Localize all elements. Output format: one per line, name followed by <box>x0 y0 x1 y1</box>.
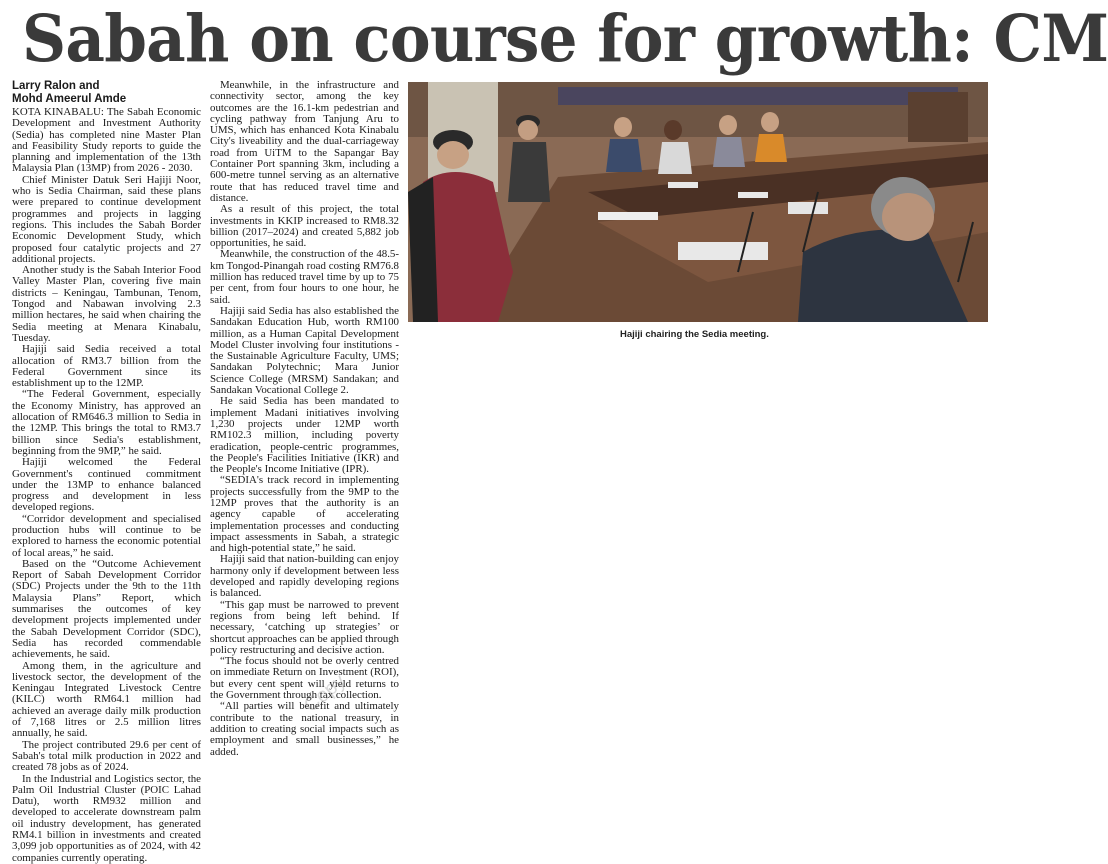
headline: Sabah on course for growth: CM <box>22 1 1108 77</box>
paragraph: Meanwhile, the construction of the 48.5-km Tongod-Pinangah road costing RM76.8 million has reduced travel time by up to 75 per cent, from four hours to one hour, he said. <box>210 248 399 306</box>
paragraph: KOTA KINABALU: The Sabah Economic Development and Investment Authority (Sedia) has completed nine Master Plan and Feasibility Study reports to guide the planning and implementation of the 13th Malaysia Plan (13MP) from 2026 - 2030. <box>12 106 201 175</box>
paragraph: “The focus should not be overly centred on immediate Return on Investment (ROI), but every cent spent will yield returns to the Government through tax collection. <box>210 655 399 702</box>
byline-line: Mohd Ameerul Amde <box>12 93 127 105</box>
paragraph: Among them, in the agriculture and livestock sector, the development of the Keningau Integrated Livestock Centre (KILC) worth RM64.1 million had achieved an average daily milk production of 7,168 litres or 2.5 million litres annually, he said. <box>12 659 201 740</box>
paragraph: Meanwhile, in the infrastructure and connectivity sector, among the key outcomes are the 16.1-km pedestrian and cycling pathway from Tanjung Aru to UMS, which has enhanced Kota Kinabalu City's liveability and the dual-carriageway road from UiTM to the Sapangar Bay Container Port spanning 3km, including a 600-metre tunnel serving as an alternative route that has reduced travel time and distance. <box>210 79 399 204</box>
paragraph: “Corridor development and specialised production hubs will continue to be explored to harness the economic potential of local areas,” he said. <box>12 512 201 559</box>
paragraph: The project contributed 29.6 per cent of Sabah's total milk production in 2022 and created 78 jobs as of 2024. <box>12 738 201 774</box>
meeting-photo <box>408 82 988 322</box>
paragraph: “The Federal Government, especially the Economy Ministry, has approved an allocation of RM646.3 million to Sedia in the 12MP. This brings the total to RM3.7 billion since Sedia's establishment, beginning from the 9MP,” he said. <box>12 388 201 457</box>
paragraph: He said Sedia has been mandated to implement Madani initiatives involving 1,230 projects under 12MP worth RM102.3 million, including poverty eradication, people-centric programmes, the People's Facilities Initiative (IKR) and the People's Income Initiative (IPR). <box>210 395 399 476</box>
paragraph: Based on the “Outcome Achievement Report of Sabah Development Corridor (SDC) Projects under the 9th to the 11th Malaysia Plans” Report, which summarises the outcomes of key development projects implemented under the Sabah Development Corridor (SDC), Sedia has recorded commendable achievements, he said. <box>12 557 201 661</box>
byline-line: Larry Ralon and <box>12 80 100 92</box>
paragraph: “All parties will benefit and ultimately contribute to the national treasury, in addition to creating social impacts such as employment and small businesses,” he added. <box>210 700 399 758</box>
meeting-photo-illustration <box>408 82 988 322</box>
paragraph: “This gap must be narrowed to prevent regions from being left behind. If necessary, ‘catching up strategies’ or shortcut approaches can be applied through policy restructuring and decisive action. <box>210 598 400 656</box>
paragraph: “SEDIA's track record in implementing projects successfully from the 9MP to the 12MP proves that the authority is an agency capable of accelerating implementation processes and conducting impact assessments in Sabah, a strategic and high-potential state,” he said. <box>210 474 399 555</box>
paragraph: Hajiji welcomed the Federal Government's continued commitment under the 13MP to enhance balanced progress and development in less developed regions. <box>12 456 201 514</box>
paragraph: Hajiji said Sedia received a total allocation of RM3.7 billion from the Federal Government since its establishment up to the 12MP. <box>12 343 201 390</box>
paragraph: Hajiji said Sedia has also established the Sandakan Education Hub, worth RM100 million, as a Human Capital Development Model Cluster involving four institutions - the Sustainable Agriculture Faculty, UMS; Sandakan Polytechnic; Mara Junior Science College (MRSM) Sandakan; and Sandakan Vocational College 2. <box>210 304 399 397</box>
article-column-1 <box>12 80 201 864</box>
photo-caption: Hajiji chairing the Sedia meeting. <box>620 329 769 340</box>
paragraph: In the Industrial and Logistics sector, the Palm Oil Industrial Cluster (POIC Lahad Datu), worth RM932 million and developed to accelerate downstream palm oil industry development, has generated RM4.1 billion in investments and created 3,099 job opportunities as of 2024, with 42 companies currently operating. <box>12 772 201 864</box>
watermark: Copy <box>300 669 350 717</box>
paragraph: Hajiji said that nation-building can enjoy harmony only if development between less developed and rapidly developing regions is balanced. <box>210 553 399 600</box>
article-column-2 <box>210 80 399 778</box>
paragraph: As a result of this project, the total investments in KKIP increased to RM8.32 billion (2017–2024) and created 5,882 job opportunities, he said. <box>210 203 399 250</box>
paragraph: Chief Minister Datuk Seri Hajiji Noor, who is Sedia Chairman, said these plans were prepared to continue development programmes and projects in lagging regions. This includes the Sabah Border Economic Development Study, which proposed four catalytic projects and 27 additional projects. <box>12 173 201 265</box>
paragraph: Another study is the Sabah Interior Food Valley Master Plan, covering five main districts – Keningau, Tambunan, Tenom, Tongod and Nabawan involving 2.3 million hectares, he said when chairing the Sedia meeting at Menara Kinabalu, Tuesday. <box>12 264 201 344</box>
byline <box>12 80 201 106</box>
